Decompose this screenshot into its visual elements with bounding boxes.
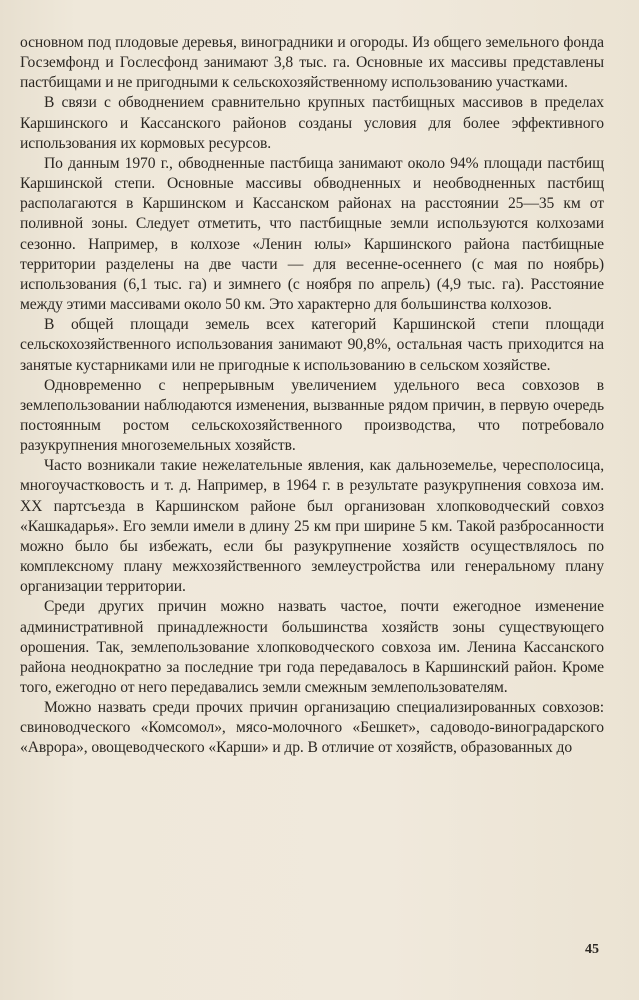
paragraph-specialized-sovkhozes: Можно назвать среди прочих причин организацию специализированных совхозов: свиноводческого «Комсомол», мясо-молочного «Бешкет», садоводо-виноградарского «Аврора», овощеводческого «Карши» и др. В отличие от хозяйств, образованных до [20, 699, 604, 757]
paragraph-sovkhoz-growth: Одновременно с непрерывным увеличением удельного веса совхозов в землепользовании наблюдаются изменения, вызванные рядом причин, в первую очередь постоянным ростом сельскохозяйственного производства, что потребовало разукрупнения многоземельных хозяйств. [20, 376, 604, 455]
page-body-text [20, 33, 604, 759]
paragraph-1970-data: По данным 1970 г., обводненные пастбища занимают около 94% площади пастбищ Каршинской степи. Основные массивы обводненных и необводненных пастбищ располагаются в Каршинском и Кассанском районах на расстоянии 25—35 км от поливной зоны. Следует отметить, что пастбищные земли используются колхозами сезонно. Например, в колхозе «Ленин юлы» Каршинского района пастбищные территории разделены на две части — для весенне-осеннего (с мая по ноябрь) использования (6,1 тыс. га) и зимнего (с ноября по апрель) (4,9 тыс. га). Расстояние между этими массивами около 50 км. Это характерно для большинства колхозов. [20, 154, 604, 314]
paragraph-continuation: основном под плодовые деревья, виноградники и огороды. Из общего земельного фонда Госземфонд и Гослесфонд занимают 3,8 тыс. га. Основные их массивы представлены пастбищами и не пригодными к сельскохозяйственному использованию участками. [20, 34, 604, 92]
paragraph-undesirable-phenomena: Часто возникали такие нежелательные явления, как дальноземелье, чересполосица, многоучастковость и т. д. Например, в 1964 г. в результате разукрупнения совхоза им. XX партсъезда в Каршинском районе был организован хлопководческий совхоз «Кашкадарья». Его земли имели в длину 25 км при ширине 5 км. Такой разбросанности можно было бы избежать, если бы разукрупнение хозяйств осуществлялось по комплексному плану межхозяйственного землеустройства или генеральному плану организации территории. [20, 457, 604, 596]
page-number: 45 [585, 942, 599, 957]
paragraph-pasture-watering: В связи с обводнением сравнительно крупных пастбищных массивов в пределах Каршинского и Кассанского районов созданы условия для более эффективного использования их кормовых ресурсов. [20, 94, 604, 152]
paragraph-administrative-changes: Среди других причин можно назвать частое, почти ежегодное изменение административной принадлежности большинства хозяйств зоны существующего орошения. Так, землепользование хлопководческого совхоза им. Ленина Кассанского района неоднократно за последние три года передавалось в Каршинский район. Кроме того, ежегодно от него передавались земли смежным землепользователям. [20, 598, 604, 696]
paragraph-total-area: В общей площади земель всех категорий Каршинской степи площади сельскохозяйственного использования занимают 90,8%, остальная часть приходится на занятые кустарниками или не пригодные к использованию в сельском хозяйстве. [20, 316, 604, 374]
